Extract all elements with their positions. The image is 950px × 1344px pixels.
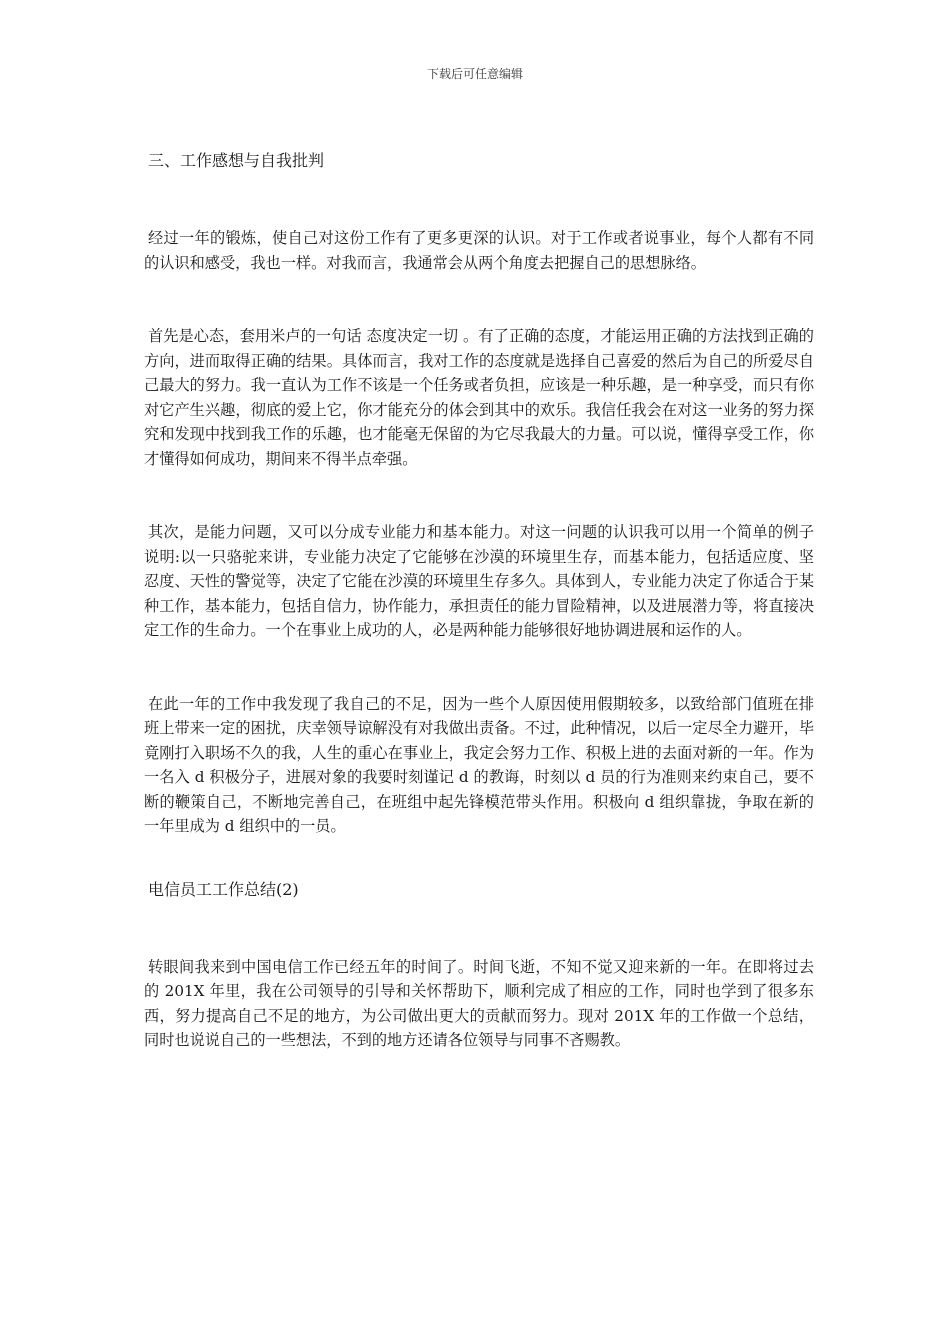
- spacer: [144, 643, 814, 692]
- spacer: [144, 839, 814, 877]
- paragraph: 转眼间我来到中国电信工作已经五年的时间了。时间飞逝，不知不觉又迎来新的一年。在即将过去的 201X 年里，我在公司领导的引导和关怀帮助下，顺利完成了相应的工作，同时也学到了很多东西，努力提高自己不足的地方，为公司做出更大的贡献而努力。现对 201X 年的工作做一个总结，同时也说说自己的一些想法，不到的地方还请各位领导与同事不吝赐教。: [144, 957, 814, 1049]
- spacer: [144, 471, 814, 520]
- section-heading: 电信员工工作总结(2): [148, 879, 299, 899]
- paragraph: 首先是心态，套用米卢的一句话 态度决定一切 。有了正确的态度，才能运用正确的方法找到正确的方向，进而取得正确的结果。具体而言，我对工作的态度就是选择自己喜爱的然后为自己的所爱尽自己最大的努力。我一直认为工作不该是一个任务或者负担，应该是一种乐趣，是一种享受，而只有你对它产生兴趣，彻底的爱上它，你才能充分的体会到其中的欢乐。我信任我会在对这一业务的努力探究和发现中找到我工作的乐趣，也才能毫无保留的为它尽我最大的力量。可以说，懂得享受工作，你才懂得如何成功，期间来不得半点牵强。: [144, 327, 814, 468]
- page-header: 下载后可任意编辑: [426, 67, 523, 81]
- document-body: [144, 148, 814, 1053]
- paragraph: 其次，是能力问题，又可以分成专业能力和基本能力。对这一问题的认识我可以用一个简单的例子说明:以一只骆驼来讲，专业能力决定了它能够在沙漠的环境里生存，而基本能力，包括适应度、坚忍度、天性的警觉等，决定了它能在沙漠的环境里生存多久。具体到人，专业能力决定了你适合于某种工作，基本能力，包括自信力，协作能力，承担责任的能力冒险精神，以及进展潜力等，将直接决定工作的生命力。一个在事业上成功的人，必是两种能力能够很好地协调进展和运作的人。: [144, 523, 814, 639]
- spacer: [144, 275, 814, 324]
- paragraph: 经过一年的锻炼，使自己对这份工作有了更多更深的认识。对于工作或者说事业，每个人都有不同的认识和感受，我也一样。对我而言，我通常会从两个角度去把握自己的思想脉络。: [144, 229, 814, 272]
- paragraph: 在此一年的工作中我发现了我自己的不足，因为一些个人原因使用假期较多，以致给部门值班在排班上带来一定的困扰，庆幸领导谅解没有对我做出责备。不过，此种情况，以后一定尽全力避开，毕竟刚打入职场不久的我，人生的重心在事业上，我定会努力工作、积极上进的去面对新的一年。作为一名入 d 积极分子，进展对象的我要时刻谨记 d 的教诲，时刻以 d 员的行为准则来约束自己，要不断的鞭策自己，不断地完善自己，在班组中起先锋模范带头作用。积极向 d 组织靠拢，争取在新的一年里成为 d 组织中的一员。: [144, 694, 814, 835]
- spacer: [144, 903, 814, 955]
- spacer: [144, 174, 814, 226]
- section-heading: 三、工作感想与自我批判: [148, 151, 325, 170]
